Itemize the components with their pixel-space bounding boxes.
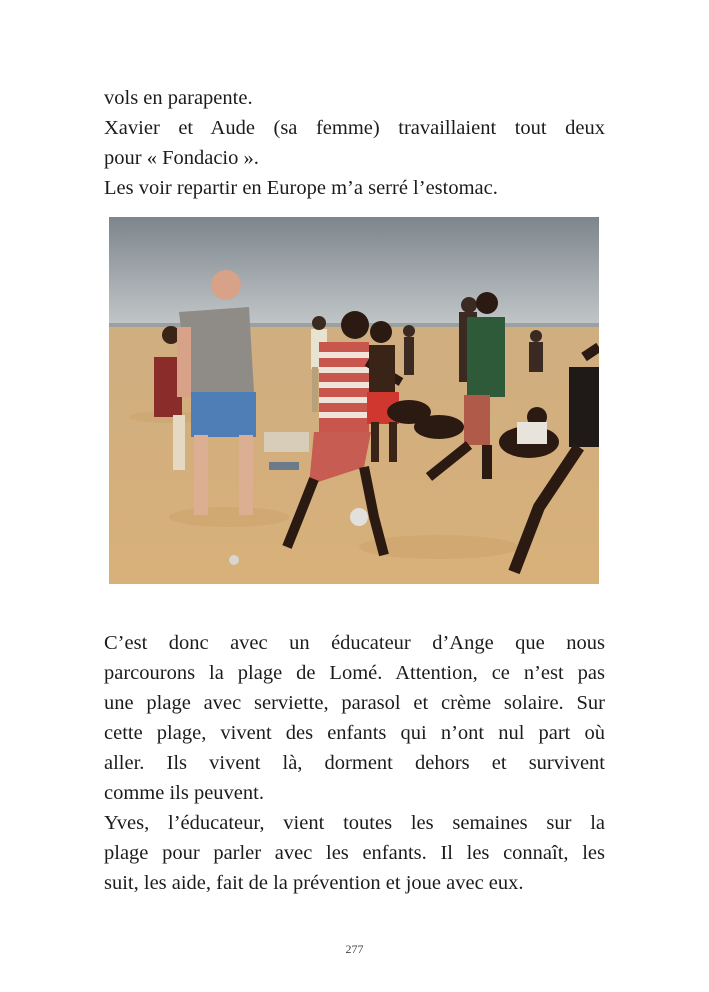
text-line: C’est donc avec un éducateur d’Ange que nous (104, 632, 605, 654)
text-line: suit, les aide, fait de la prévention et joue avec eux. (104, 872, 524, 894)
text-line: Yves, l’éducateur, vient toutes les semaines sur la (104, 812, 605, 834)
text-line: Les voir repartir en Europe m’a serré l’estomac. (104, 177, 498, 199)
paragraph-bottom (104, 628, 605, 898)
ball (350, 508, 368, 526)
text-line: vols en parapente. (104, 87, 253, 109)
page-number: 277 (345, 942, 364, 956)
text-line: une plage avec serviette, parasol et crème solaire. Sur (104, 692, 605, 714)
beach-photo (109, 217, 599, 584)
text-line: pour « Fondacio ». (104, 147, 259, 169)
text-line: plage pour parler avec les enfants. Il les connaît, les (104, 842, 605, 864)
text-line: aller. Ils vivent là, dorment dehors et survivent (104, 752, 605, 774)
text-line: cette plage, vivent des enfants qui n’ont nul part où (104, 722, 605, 744)
text-line: parcourons la plage de Lomé. Attention, ce n’est pas (104, 662, 605, 684)
paragraph-top (104, 83, 605, 203)
text-line: comme ils peuvent. (104, 782, 264, 804)
text-line: Xavier et Aude (sa femme) travaillaient tout deux (104, 117, 605, 139)
